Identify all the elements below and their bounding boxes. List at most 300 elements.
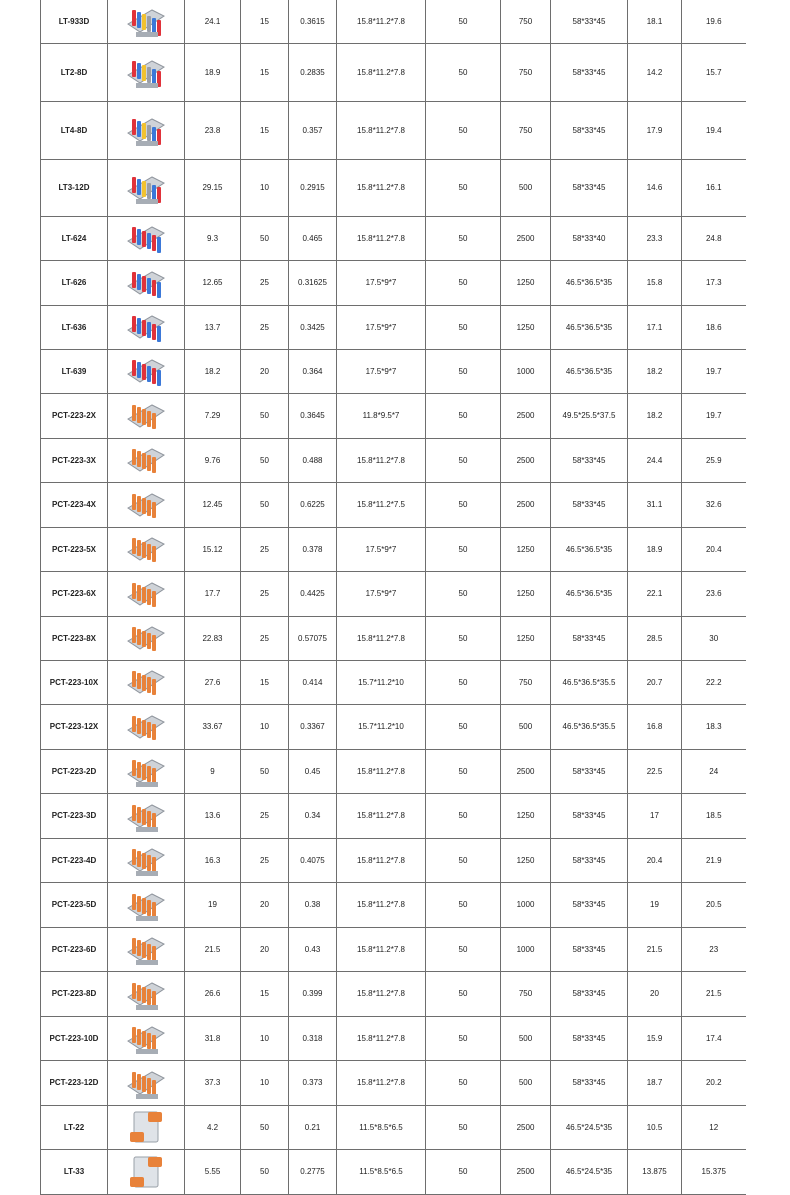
size-cell: 11.5*8.5*6.5: [337, 1105, 426, 1149]
carton-size-cell: 58*33*40: [551, 216, 628, 260]
price-cell: 31.8: [185, 1016, 241, 1060]
gross-weight-cell: 18.3: [682, 704, 746, 749]
carton-size-cell: 46.5*36.5*35: [551, 571, 628, 616]
size-cell: 17.5*9*7: [337, 527, 426, 571]
model-cell: PCT-223-4D: [41, 838, 108, 882]
product-photo-icon: [122, 397, 170, 435]
size-cell: 15.8*11.2*7.8: [337, 159, 426, 216]
product-photo-icon: [122, 530, 170, 568]
col5-cell: 50: [426, 1016, 501, 1060]
pcs-cell: 500: [501, 159, 551, 216]
qty-cell: 10: [241, 159, 289, 216]
total-cell: 0.2775: [289, 1149, 337, 1194]
product-image-cell: [108, 527, 185, 571]
model-cell: LT-933D: [41, 0, 108, 43]
product-photo-icon: [122, 352, 170, 390]
product-photo-icon: [122, 1019, 170, 1057]
carton-size-cell: 58*33*45: [551, 616, 628, 660]
model-cell: LT-626: [41, 260, 108, 305]
net-weight-cell: 21.5: [628, 927, 682, 971]
qty-cell: 15: [241, 101, 289, 159]
model-cell: PCT-223-3D: [41, 793, 108, 838]
product-image-cell: [108, 216, 185, 260]
gross-weight-cell: 19.4: [682, 101, 746, 159]
col5-cell: 50: [426, 101, 501, 159]
product-image-cell: [108, 749, 185, 793]
total-cell: 0.357: [289, 101, 337, 159]
qty-cell: 15: [241, 0, 289, 43]
size-cell: 17.5*9*7: [337, 305, 426, 349]
qty-cell: 50: [241, 438, 289, 482]
product-image-cell: [108, 349, 185, 393]
product-image-cell: [108, 101, 185, 159]
product-photo-icon: [122, 308, 170, 346]
gross-weight-cell: 18.6: [682, 305, 746, 349]
table-row: [41, 1016, 746, 1060]
col5-cell: 50: [426, 305, 501, 349]
total-cell: 0.465: [289, 216, 337, 260]
table-row: [41, 43, 746, 101]
product-photo-icon: [122, 975, 170, 1013]
product-photo-icon: [122, 619, 170, 657]
net-weight-cell: 28.5: [628, 616, 682, 660]
net-weight-cell: 18.2: [628, 349, 682, 393]
qty-cell: 15: [241, 43, 289, 101]
model-cell: LT-22: [41, 1105, 108, 1149]
gross-weight-cell: 21.9: [682, 838, 746, 882]
model-cell: PCT-223-12X: [41, 704, 108, 749]
pcs-cell: 750: [501, 971, 551, 1016]
gross-weight-cell: 23: [682, 927, 746, 971]
total-cell: 0.378: [289, 527, 337, 571]
model-cell: PCT-223-6X: [41, 571, 108, 616]
total-cell: 0.57075: [289, 616, 337, 660]
product-photo-icon: [122, 1153, 170, 1191]
net-weight-cell: 15.9: [628, 1016, 682, 1060]
total-cell: 0.4075: [289, 838, 337, 882]
pcs-cell: 1250: [501, 305, 551, 349]
product-photo-icon: [122, 1064, 170, 1102]
gross-weight-cell: 16.1: [682, 159, 746, 216]
model-cell: PCT-223-8D: [41, 971, 108, 1016]
total-cell: 0.373: [289, 1060, 337, 1105]
product-photo-icon: [122, 53, 170, 91]
net-weight-cell: 14.2: [628, 43, 682, 101]
qty-cell: 20: [241, 882, 289, 927]
total-cell: 0.3425: [289, 305, 337, 349]
col5-cell: 50: [426, 616, 501, 660]
product-image-cell: [108, 660, 185, 704]
table-row: [41, 393, 746, 438]
carton-size-cell: 46.5*24.5*35: [551, 1105, 628, 1149]
size-cell: 15.8*11.2*7.8: [337, 43, 426, 101]
total-cell: 0.3367: [289, 704, 337, 749]
product-photo-icon: [122, 752, 170, 790]
product-image-cell: [108, 704, 185, 749]
col5-cell: 50: [426, 216, 501, 260]
gross-weight-cell: 30: [682, 616, 746, 660]
carton-size-cell: 58*33*45: [551, 482, 628, 527]
table-row: [41, 305, 746, 349]
price-cell: 7.29: [185, 393, 241, 438]
col5-cell: 50: [426, 749, 501, 793]
gross-weight-cell: 15.7: [682, 43, 746, 101]
col5-cell: 50: [426, 927, 501, 971]
col5-cell: 50: [426, 1105, 501, 1149]
size-cell: 11.8*9.5*7: [337, 393, 426, 438]
col5-cell: 50: [426, 704, 501, 749]
pcs-cell: 750: [501, 660, 551, 704]
gross-weight-cell: 19.6: [682, 0, 746, 43]
size-cell: 15.8*11.2*7.8: [337, 1016, 426, 1060]
product-image-cell: [108, 260, 185, 305]
table-row: [41, 482, 746, 527]
size-cell: 15.8*11.2*7.8: [337, 793, 426, 838]
carton-size-cell: 58*33*45: [551, 838, 628, 882]
model-cell: LT-624: [41, 216, 108, 260]
carton-size-cell: 49.5*25.5*37.5: [551, 393, 628, 438]
model-cell: LT-639: [41, 349, 108, 393]
table-row: [41, 1105, 746, 1149]
pcs-cell: 2500: [501, 393, 551, 438]
table-row: [41, 704, 746, 749]
price-cell: 9.3: [185, 216, 241, 260]
pcs-cell: 1250: [501, 527, 551, 571]
price-cell: 29.15: [185, 159, 241, 216]
gross-weight-cell: 15.375: [682, 1149, 746, 1194]
model-cell: LT-33: [41, 1149, 108, 1194]
pcs-cell: 2500: [501, 1149, 551, 1194]
size-cell: 17.5*9*7: [337, 349, 426, 393]
total-cell: 0.364: [289, 349, 337, 393]
carton-size-cell: 46.5*36.5*35: [551, 527, 628, 571]
net-weight-cell: 20.4: [628, 838, 682, 882]
table-row: [41, 527, 746, 571]
qty-cell: 25: [241, 616, 289, 660]
qty-cell: 50: [241, 216, 289, 260]
total-cell: 0.45: [289, 749, 337, 793]
col5-cell: 50: [426, 159, 501, 216]
qty-cell: 25: [241, 838, 289, 882]
col5-cell: 50: [426, 393, 501, 438]
size-cell: 15.8*11.2*7.8: [337, 882, 426, 927]
col5-cell: 50: [426, 1060, 501, 1105]
net-weight-cell: 18.7: [628, 1060, 682, 1105]
col5-cell: 50: [426, 260, 501, 305]
pcs-cell: 1000: [501, 349, 551, 393]
gross-weight-cell: 25.9: [682, 438, 746, 482]
gross-weight-cell: 20.2: [682, 1060, 746, 1105]
col5-cell: 50: [426, 882, 501, 927]
table-row: [41, 749, 746, 793]
product-image-cell: [108, 1149, 185, 1194]
total-cell: 0.399: [289, 971, 337, 1016]
size-cell: 15.8*11.2*7.8: [337, 927, 426, 971]
product-photo-icon: [122, 486, 170, 524]
table-row: [41, 159, 746, 216]
net-weight-cell: 18.1: [628, 0, 682, 43]
table-row: [41, 571, 746, 616]
gross-weight-cell: 22.2: [682, 660, 746, 704]
pcs-cell: 750: [501, 101, 551, 159]
carton-size-cell: 58*33*45: [551, 971, 628, 1016]
product-spec-table: [40, 0, 746, 1195]
gross-weight-cell: 24: [682, 749, 746, 793]
table-row: [41, 260, 746, 305]
product-photo-icon: [122, 663, 170, 701]
col5-cell: 50: [426, 43, 501, 101]
model-cell: PCT-223-4X: [41, 482, 108, 527]
product-photo-icon: [122, 264, 170, 302]
pcs-cell: 1250: [501, 616, 551, 660]
price-cell: 33.67: [185, 704, 241, 749]
product-image-cell: [108, 838, 185, 882]
product-image-cell: [108, 43, 185, 101]
product-image-cell: [108, 571, 185, 616]
price-cell: 13.7: [185, 305, 241, 349]
gross-weight-cell: 18.5: [682, 793, 746, 838]
net-weight-cell: 20.7: [628, 660, 682, 704]
total-cell: 0.488: [289, 438, 337, 482]
size-cell: 15.8*11.2*7.8: [337, 749, 426, 793]
total-cell: 0.2835: [289, 43, 337, 101]
price-cell: 16.3: [185, 838, 241, 882]
gross-weight-cell: 32.6: [682, 482, 746, 527]
net-weight-cell: 19: [628, 882, 682, 927]
qty-cell: 25: [241, 260, 289, 305]
net-weight-cell: 22.5: [628, 749, 682, 793]
product-photo-icon: [122, 219, 170, 257]
qty-cell: 50: [241, 1149, 289, 1194]
carton-size-cell: 58*33*45: [551, 1016, 628, 1060]
total-cell: 0.31625: [289, 260, 337, 305]
model-cell: PCT-223-10D: [41, 1016, 108, 1060]
qty-cell: 10: [241, 1060, 289, 1105]
price-cell: 21.5: [185, 927, 241, 971]
table-row: [41, 216, 746, 260]
pcs-cell: 750: [501, 43, 551, 101]
net-weight-cell: 14.6: [628, 159, 682, 216]
total-cell: 0.318: [289, 1016, 337, 1060]
size-cell: 15.7*11.2*10: [337, 704, 426, 749]
total-cell: 0.21: [289, 1105, 337, 1149]
product-photo-icon: [122, 575, 170, 613]
net-weight-cell: 22.1: [628, 571, 682, 616]
table-row: [41, 438, 746, 482]
gross-weight-cell: 20.4: [682, 527, 746, 571]
pcs-cell: 1250: [501, 260, 551, 305]
product-image-cell: [108, 482, 185, 527]
price-cell: 18.9: [185, 43, 241, 101]
qty-cell: 50: [241, 393, 289, 438]
product-image-cell: [108, 305, 185, 349]
product-photo-icon: [122, 1108, 170, 1146]
table-row: [41, 971, 746, 1016]
price-cell: 13.6: [185, 793, 241, 838]
price-cell: 24.1: [185, 0, 241, 43]
model-cell: LT3-12D: [41, 159, 108, 216]
price-cell: 4.2: [185, 1105, 241, 1149]
product-image-cell: [108, 616, 185, 660]
total-cell: 0.3645: [289, 393, 337, 438]
gross-weight-cell: 19.7: [682, 349, 746, 393]
product-photo-icon: [122, 930, 170, 968]
table-row: [41, 349, 746, 393]
product-image-cell: [108, 971, 185, 1016]
carton-size-cell: 58*33*45: [551, 101, 628, 159]
size-cell: 11.5*8.5*6.5: [337, 1149, 426, 1194]
table-row: [41, 660, 746, 704]
col5-cell: 50: [426, 482, 501, 527]
table-row: [41, 927, 746, 971]
net-weight-cell: 31.1: [628, 482, 682, 527]
net-weight-cell: 18.2: [628, 393, 682, 438]
model-cell: LT-636: [41, 305, 108, 349]
qty-cell: 25: [241, 571, 289, 616]
carton-size-cell: 46.5*36.5*35: [551, 305, 628, 349]
pcs-cell: 750: [501, 0, 551, 43]
pcs-cell: 1000: [501, 927, 551, 971]
gross-weight-cell: 19.7: [682, 393, 746, 438]
pcs-cell: 500: [501, 1016, 551, 1060]
table-row: [41, 0, 746, 43]
size-cell: 17.5*9*7: [337, 260, 426, 305]
product-image-cell: [108, 1060, 185, 1105]
net-weight-cell: 24.4: [628, 438, 682, 482]
size-cell: 17.5*9*7: [337, 571, 426, 616]
size-cell: 15.8*11.2*7.8: [337, 838, 426, 882]
total-cell: 0.4425: [289, 571, 337, 616]
product-photo-icon: [122, 111, 170, 149]
qty-cell: 10: [241, 704, 289, 749]
table-row: [41, 838, 746, 882]
col5-cell: 50: [426, 660, 501, 704]
col5-cell: 50: [426, 838, 501, 882]
product-image-cell: [108, 393, 185, 438]
total-cell: 0.43: [289, 927, 337, 971]
size-cell: 15.8*11.2*7.8: [337, 616, 426, 660]
table-row: [41, 101, 746, 159]
product-photo-icon: [122, 708, 170, 746]
pcs-cell: 500: [501, 704, 551, 749]
price-cell: 9: [185, 749, 241, 793]
price-cell: 26.6: [185, 971, 241, 1016]
total-cell: 0.38: [289, 882, 337, 927]
price-cell: 18.2: [185, 349, 241, 393]
price-cell: 12.45: [185, 482, 241, 527]
col5-cell: 50: [426, 793, 501, 838]
carton-size-cell: 58*33*45: [551, 927, 628, 971]
qty-cell: 50: [241, 482, 289, 527]
model-cell: PCT-223-8X: [41, 616, 108, 660]
gross-weight-cell: 21.5: [682, 971, 746, 1016]
price-cell: 5.55: [185, 1149, 241, 1194]
product-image-cell: [108, 438, 185, 482]
product-photo-icon: [122, 797, 170, 835]
col5-cell: 50: [426, 349, 501, 393]
pcs-cell: 1000: [501, 882, 551, 927]
price-cell: 37.3: [185, 1060, 241, 1105]
net-weight-cell: 17.9: [628, 101, 682, 159]
gross-weight-cell: 12: [682, 1105, 746, 1149]
qty-cell: 25: [241, 527, 289, 571]
qty-cell: 25: [241, 793, 289, 838]
total-cell: 0.6225: [289, 482, 337, 527]
pcs-cell: 1250: [501, 838, 551, 882]
gross-weight-cell: 17.3: [682, 260, 746, 305]
price-cell: 27.6: [185, 660, 241, 704]
product-photo-icon: [122, 841, 170, 879]
model-cell: PCT-223-2D: [41, 749, 108, 793]
qty-cell: 20: [241, 349, 289, 393]
total-cell: 0.2915: [289, 159, 337, 216]
carton-size-cell: 46.5*36.5*35: [551, 260, 628, 305]
size-cell: 15.8*11.2*7.8: [337, 216, 426, 260]
table-row: [41, 1149, 746, 1194]
total-cell: 0.3615: [289, 0, 337, 43]
price-cell: 9.76: [185, 438, 241, 482]
col5-cell: 50: [426, 0, 501, 43]
price-cell: 19: [185, 882, 241, 927]
size-cell: 15.7*11.2*10: [337, 660, 426, 704]
table-row: [41, 1060, 746, 1105]
net-weight-cell: 10.5: [628, 1105, 682, 1149]
pcs-cell: 2500: [501, 749, 551, 793]
model-cell: PCT-223-3X: [41, 438, 108, 482]
carton-size-cell: 58*33*45: [551, 43, 628, 101]
qty-cell: 50: [241, 749, 289, 793]
price-cell: 12.65: [185, 260, 241, 305]
product-photo-icon: [122, 169, 170, 207]
gross-weight-cell: 20.5: [682, 882, 746, 927]
net-weight-cell: 15.8: [628, 260, 682, 305]
product-image-cell: [108, 882, 185, 927]
size-cell: 15.8*11.2*7.8: [337, 971, 426, 1016]
product-image-cell: [108, 1016, 185, 1060]
pcs-cell: 2500: [501, 1105, 551, 1149]
pcs-cell: 500: [501, 1060, 551, 1105]
size-cell: 15.8*11.2*7.8: [337, 438, 426, 482]
total-cell: 0.414: [289, 660, 337, 704]
size-cell: 15.8*11.2*7.5: [337, 482, 426, 527]
pcs-cell: 1250: [501, 571, 551, 616]
pcs-cell: 2500: [501, 216, 551, 260]
qty-cell: 25: [241, 305, 289, 349]
gross-weight-cell: 24.8: [682, 216, 746, 260]
qty-cell: 20: [241, 927, 289, 971]
col5-cell: 50: [426, 971, 501, 1016]
pcs-cell: 1250: [501, 793, 551, 838]
product-image-cell: [108, 793, 185, 838]
product-image-cell: [108, 927, 185, 971]
qty-cell: 10: [241, 1016, 289, 1060]
model-cell: LT2-8D: [41, 43, 108, 101]
model-cell: PCT-223-5D: [41, 882, 108, 927]
product-image-cell: [108, 159, 185, 216]
model-cell: PCT-223-6D: [41, 927, 108, 971]
model-cell: LT4-8D: [41, 101, 108, 159]
size-cell: 15.8*11.2*7.8: [337, 101, 426, 159]
pcs-cell: 2500: [501, 438, 551, 482]
col5-cell: 50: [426, 527, 501, 571]
product-image-cell: [108, 1105, 185, 1149]
model-cell: PCT-223-12D: [41, 1060, 108, 1105]
net-weight-cell: 18.9: [628, 527, 682, 571]
qty-cell: 50: [241, 1105, 289, 1149]
carton-size-cell: 58*33*45: [551, 159, 628, 216]
net-weight-cell: 20: [628, 971, 682, 1016]
net-weight-cell: 13.875: [628, 1149, 682, 1194]
